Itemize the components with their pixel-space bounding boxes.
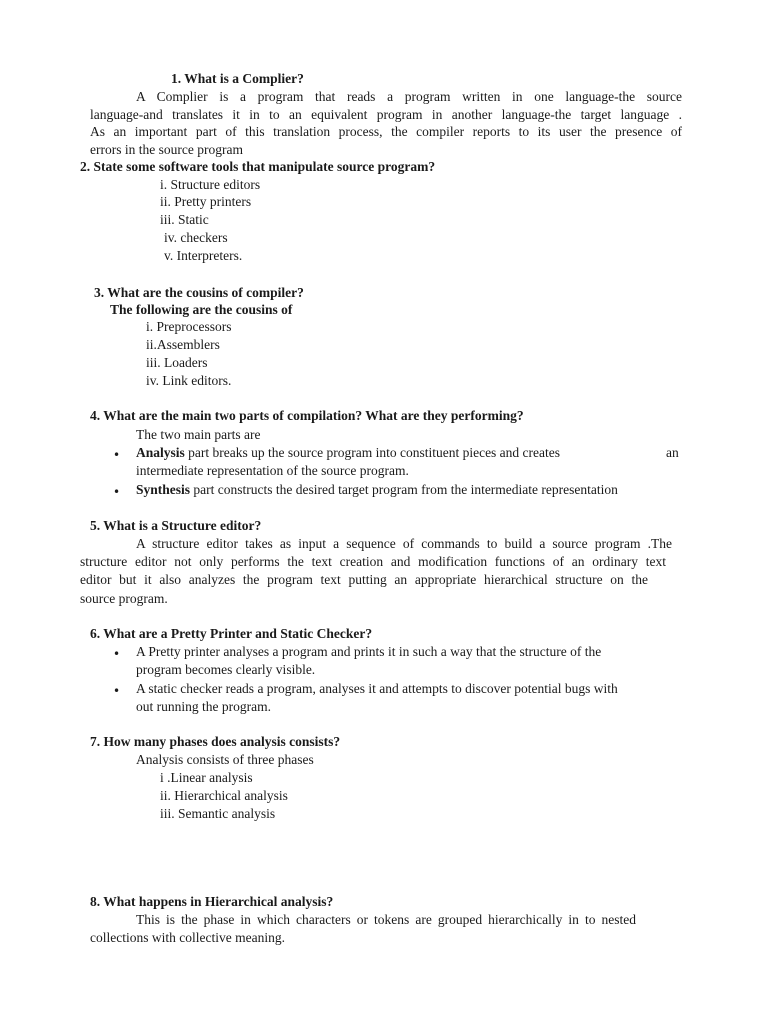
list-item: i .Linear analysis — [160, 770, 253, 785]
bullet-icon: • — [113, 647, 121, 661]
answer-5-line-2: structure editor not only performs the text creation and modification functions of an ordinary text — [80, 554, 666, 569]
answer-8-line-2: collections with collective meaning. — [90, 930, 285, 945]
list-item: iii. Semantic analysis — [160, 806, 276, 821]
bullet-icon: • — [113, 684, 121, 698]
bullet-icon: • — [113, 485, 121, 499]
answer-1-line-2: language-and translates it in to an equivalent program in another language-the target language . — [90, 107, 682, 122]
synthesis-term: Synthesis — [136, 482, 191, 497]
analysis-line-end: an — [666, 445, 679, 460]
list-item: iii. Loaders — [146, 355, 208, 370]
synthesis-text: part constructs the desired target program from the intermediate representation — [193, 482, 618, 497]
answer-1-line-3: As an important part of this translation process, the compiler reports to its user the presence of — [90, 124, 682, 139]
list-item: iv. checkers — [164, 230, 228, 245]
analysis-term: Analysis — [136, 445, 185, 460]
answer-1-line-1: A Complier is a program that reads a program written in one language-the source — [136, 89, 682, 104]
answer-7-intro: Analysis consists of three phases — [136, 752, 314, 767]
question-1-title: 1. What is a Complier? — [171, 71, 304, 86]
question-4-title: 4. What are the main two parts of compilation? What are they performing? — [90, 408, 524, 423]
list-item: ii.Assemblers — [146, 337, 220, 352]
list-item: v. Interpreters. — [164, 248, 243, 263]
answer-4-analysis-line-2: intermediate representation of the source program. — [136, 463, 409, 478]
answer-5-line-4: source program. — [80, 591, 168, 606]
answer-1-line-4: errors in the source program — [90, 142, 243, 157]
question-7-title: 7. How many phases does analysis consists? — [90, 734, 341, 749]
answer-4-intro: The two main parts are — [136, 427, 261, 442]
answer-6-bullet-1-line-1: A Pretty printer analyses a program and prints it in such a way that the structure of the — [136, 644, 602, 659]
answer-6-bullet-2-line-2: out running the program. — [136, 699, 271, 714]
answer-8-line-1: This is the phase in which characters or tokens are grouped hierarchically in to nested — [136, 912, 636, 927]
question-3-subtitle: The following are the cousins of — [110, 302, 293, 317]
question-2-title: 2. State some software tools that manipulate source program? — [80, 159, 436, 174]
list-item: iii. Static — [160, 212, 209, 227]
analysis-text: part breaks up the source program into constituent pieces and creates — [188, 445, 561, 460]
question-3-title: 3. What are the cousins of compiler? — [94, 285, 304, 300]
answer-4-synthesis-line — [136, 481, 618, 499]
list-item: ii. Hierarchical analysis — [160, 788, 288, 803]
list-item: i. Preprocessors — [146, 319, 232, 334]
list-item: i. Structure editors — [160, 177, 261, 192]
answer-6-bullet-1-line-2: program becomes clearly visible. — [136, 662, 316, 677]
list-item: iv. Link editors. — [146, 373, 232, 388]
question-6-title: 6. What are a Pretty Printer and Static Checker? — [90, 626, 373, 641]
question-5-title: 5. What is a Structure editor? — [90, 518, 262, 533]
answer-4-analysis-line-1 — [136, 444, 560, 462]
list-item: ii. Pretty printers — [160, 194, 252, 209]
answer-5-line-3: editor but it also analyzes the program text putting an appropriate hierarchical structure on the — [80, 572, 648, 587]
bullet-icon: • — [113, 448, 121, 462]
answer-6-bullet-2-line-1: A static checker reads a program, analyses it and attempts to discover potential bugs with — [136, 681, 618, 696]
question-8-title: 8. What happens in Hierarchical analysis? — [90, 894, 334, 909]
answer-5-line-1: A structure editor takes as input a sequence of commands to build a source program .The — [136, 536, 672, 551]
